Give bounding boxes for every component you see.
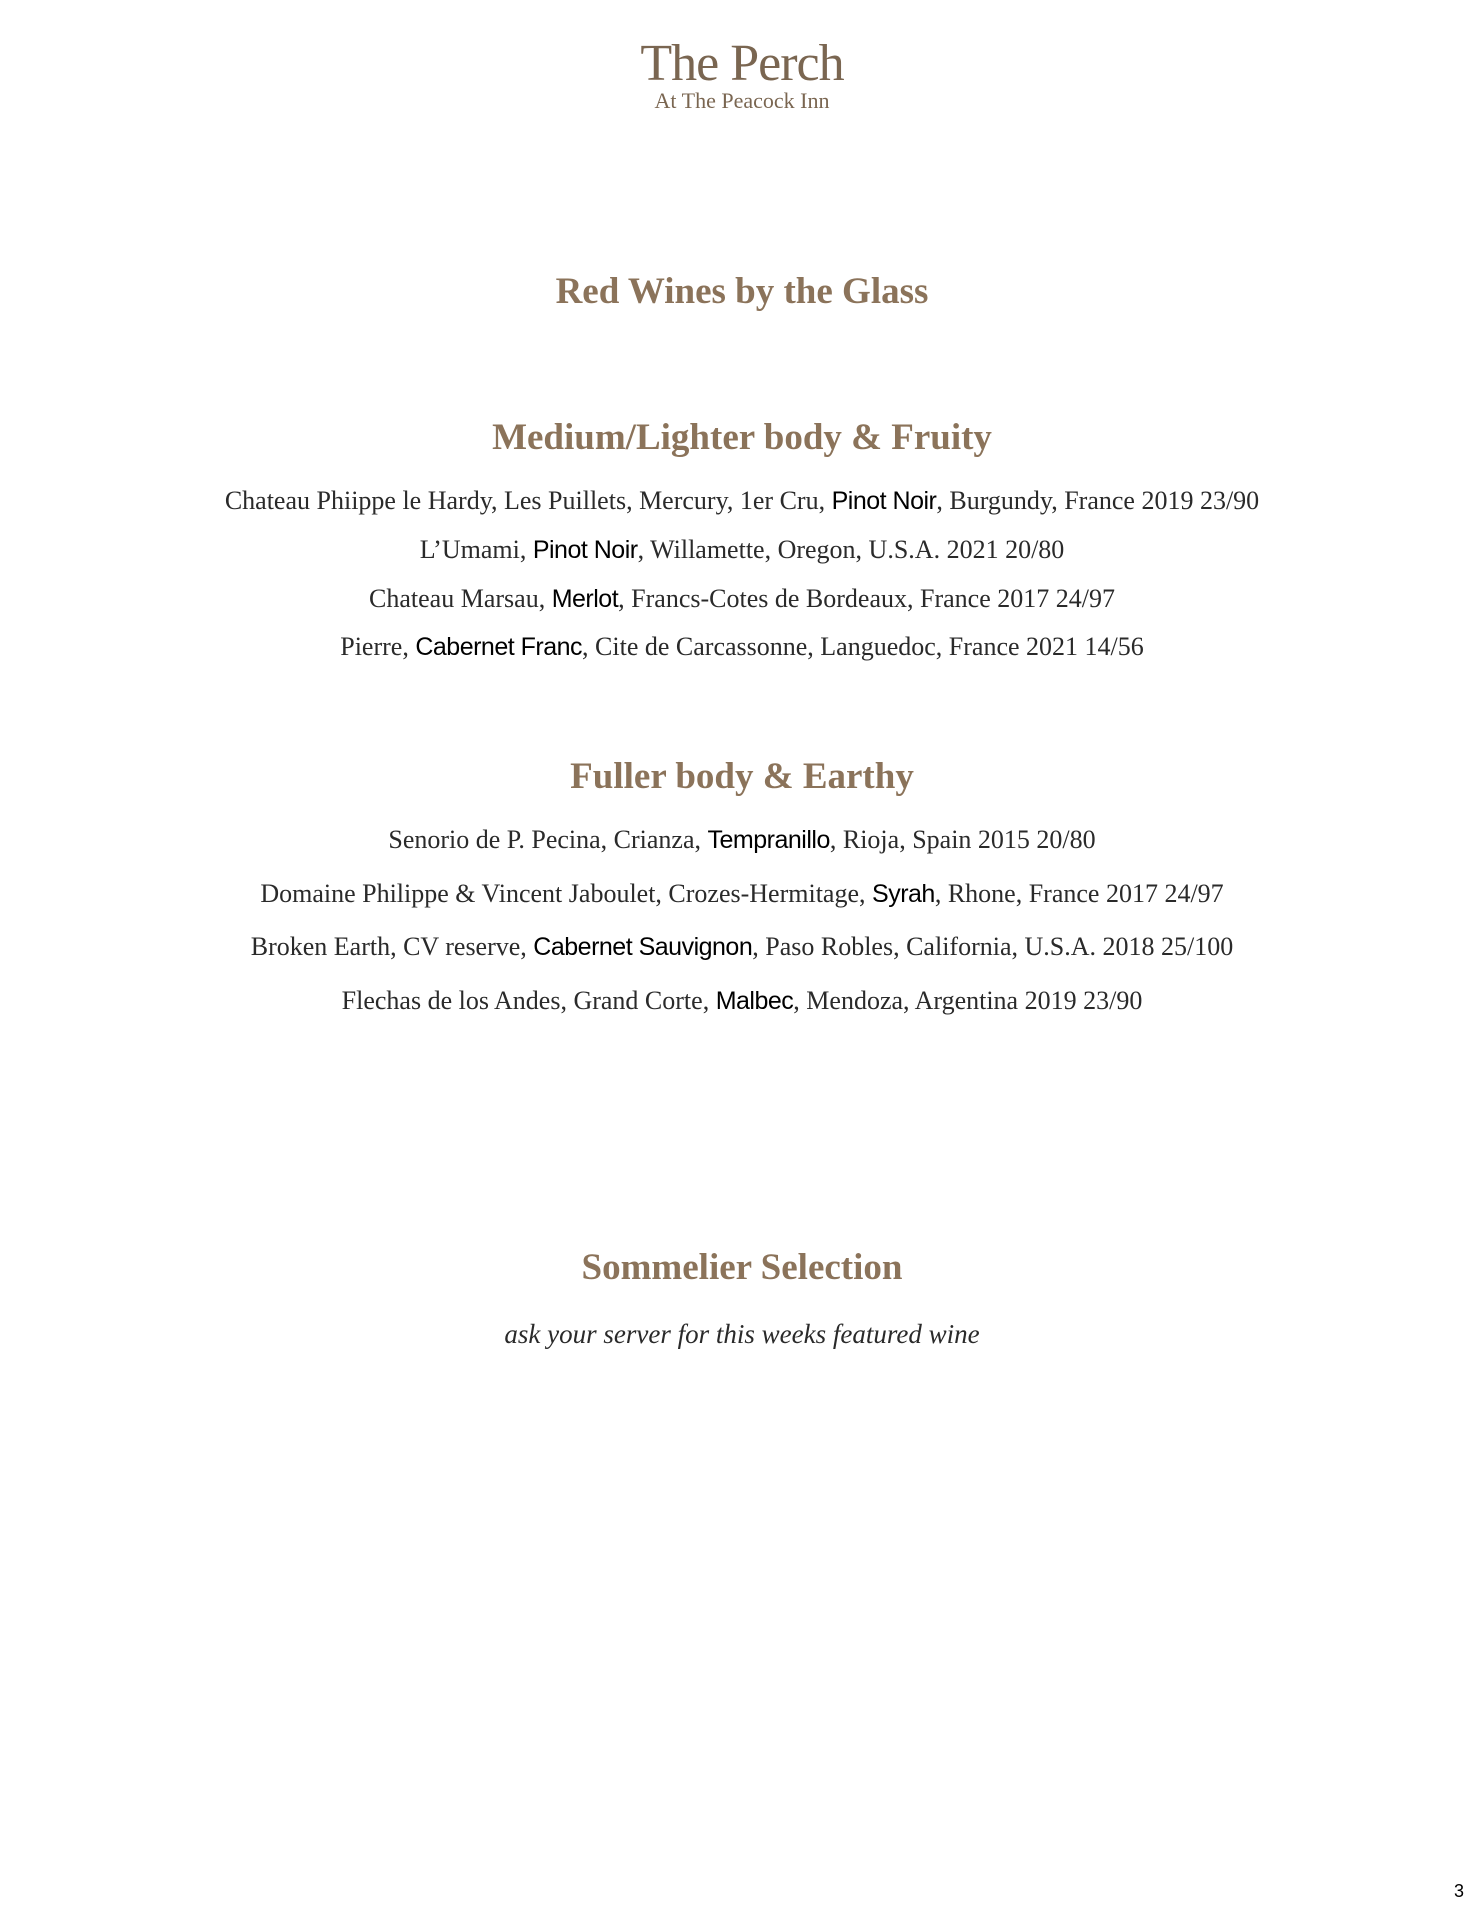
page-number: 3 (1453, 1881, 1464, 1901)
wine-item: Flechas de los Andes, Grand Corte, Malbec, Mendoza, Argentina 2019 23/90 (341, 986, 1143, 1015)
wine-item: L’Umami, Pinot Noir, Willamette, Oregon, U.S.A. 2021 20/80 (419, 535, 1065, 564)
grape-name: Tempranillo (707, 826, 830, 854)
wine-item: Chateau Marsau, Merlot, Francs-Cotes de Bordeaux, France 2017 24/97 (369, 584, 1115, 613)
grape-name: Pinot Noir (831, 487, 937, 515)
grape-name: Syrah (872, 880, 935, 908)
section-title-medium-lighter: Medium/Lighter body & Fruity (492, 417, 992, 458)
grape-name: Cabernet Franc (415, 633, 583, 661)
logo-name: The Perch (640, 35, 844, 92)
section-title-sommelier: Sommelier Selection (581, 1247, 903, 1288)
page-title: Red Wines by the Glass (555, 271, 929, 312)
wine-item: Domaine Philippe & Vincent Jaboulet, Crozes-Hermitage, Syrah, Rhone, France 2017 24/97 (260, 879, 1224, 908)
grape-name: Pinot Noir (532, 536, 638, 564)
section-title-fuller-body: Fuller body & Earthy (570, 756, 914, 797)
wine-item: Broken Earth, CV reserve, Cabernet Sauvignon, Paso Robles, California, U.S.A. 2018 25/100 (250, 932, 1234, 961)
wine-item: Senorio de P. Pecina, Crianza, Tempranillo, Rioja, Spain 2015 20/80 (388, 825, 1096, 854)
grape-name: Cabernet Sauvignon (533, 933, 753, 961)
sommelier-note: ask your server for this weeks featured wine (504, 1319, 980, 1349)
restaurant-logo (0, 36, 1484, 112)
grape-name: Malbec (715, 987, 794, 1015)
wine-item: Pierre, Cabernet Franc, Cite de Carcassonne, Languedoc, France 2021 14/56 (340, 632, 1144, 661)
wine-item: Chateau Phiippe le Hardy, Les Puillets, Mercury, 1er Cru, Pinot Noir, Burgundy, France 2019 23/90 (224, 486, 1260, 515)
grape-name: Merlot (551, 585, 619, 613)
logo-subtitle: At The Peacock Inn (654, 88, 830, 113)
